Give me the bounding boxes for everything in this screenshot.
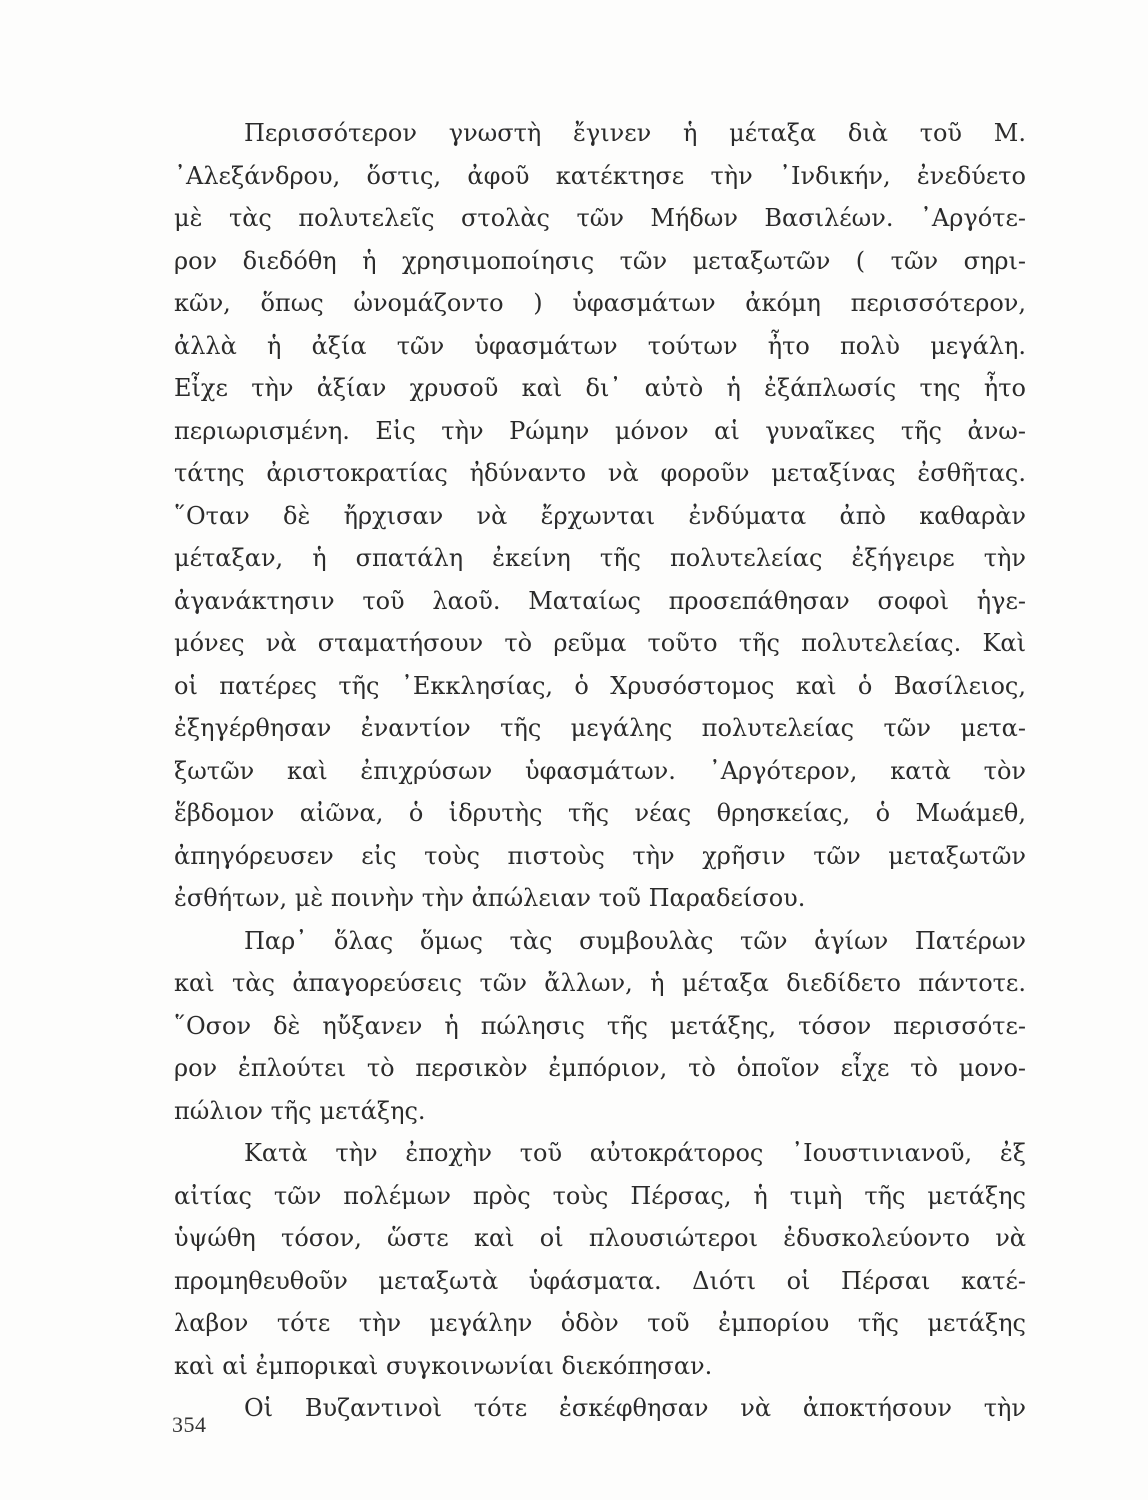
- text-line: ᾿Αλεξάνδρου, ὅστις, ἀφοῦ κατέκτησε τὴν ᾿Ινδικήν, ἐνεδύετο: [174, 161, 1026, 190]
- paragraph-3: [174, 1132, 1026, 1387]
- text-line: Οἱ Βυζαντινοὶ τότε ἐσκέφθησαν νὰ ἀποκτήσουν τὴν: [244, 1394, 1026, 1422]
- text-line: μέταξαν, ἡ σπατάλη ἐκείνη τῆς πολυτελείας ἐξήγειρε τὴν: [174, 544, 1026, 572]
- text-line: ῞Οσον δὲ ηὔξανεν ἡ πώλησις τῆς μετάξης, τόσον περισσότε-: [174, 1011, 1026, 1040]
- text-line: ρον διεδόθη ἡ χρησιμοποίησις τῶν μεταξωτῶν ( τῶν σηρι-: [174, 246, 1026, 275]
- text-line: λαβον τότε τὴν μεγάλην ὁδὸν τοῦ ἐμπορίου τῆς μετάξης: [174, 1309, 1026, 1337]
- text-line: ξωτῶν καὶ ἐπιχρύσων ὑφασμάτων. ᾿Αργότερον, κατὰ τὸν: [174, 756, 1026, 785]
- text-line: προμηθευθοῦν μεταξωτὰ ὑφάσματα. Διότι οἱ Πέρσαι κατέ-: [174, 1266, 1026, 1295]
- body-text: [174, 112, 1026, 1430]
- text-line: καὶ τὰς ἀπαγορεύσεις τῶν ἄλλων, ἡ μέταξα διεδίδετο πάντοτε.: [174, 969, 1026, 997]
- paragraph-4: [174, 1387, 1026, 1430]
- text-line: ἕβδομον αἰῶνα, ὁ ἱδρυτὴς τῆς νέας θρησκείας, ὁ Μωάμεθ,: [174, 799, 1026, 827]
- text-line: περιωρισμένη. Εἰς τὴν Ρώμην μόνον αἱ γυναῖκες τῆς ἀνω-: [174, 416, 1026, 445]
- text-line: ρον ἐπλούτει τὸ περσικὸν ἐμπόριον, τὸ ὁποῖον εἶχε τὸ μονο-: [174, 1054, 1026, 1082]
- text-line: αἰτίας τῶν πολέμων πρὸς τοὺς Πέρσας, ἡ τιμὴ τῆς μετάξης: [174, 1181, 1026, 1210]
- text-line: μὲ τὰς πολυτελεῖς στολὰς τῶν Μήδων Βασιλέων. ᾿Αργότε-: [174, 204, 1026, 232]
- text-line: οἱ πατέρες τῆς ᾿Εκκλησίας, ὁ Χρυσόστομος καὶ ὁ Βασίλειος,: [174, 671, 1026, 700]
- text-line: ὑψώθη τόσον, ὥστε καὶ οἱ πλουσιώτεροι ἐδυσκολεύοντο νὰ: [174, 1224, 1026, 1252]
- text-line: Εἶχε τὴν ἀξίαν χρυσοῦ καὶ δι᾿ αὐτὸ ἡ ἐξάπλωσίς της ἦτο: [174, 374, 1026, 402]
- text-line: πώλιον τῆς μετάξης.: [174, 1096, 426, 1125]
- text-line: ἀλλὰ ἡ ἀξία τῶν ὑφασμάτων τούτων ἦτο πολὺ μεγάλη.: [174, 331, 1026, 360]
- text-line: ἐσθήτων, μὲ ποινὴν τὴν ἀπώλειαν τοῦ Παραδείσου.: [174, 884, 806, 912]
- paragraph-2: [174, 920, 1026, 1133]
- text-line: καὶ αἱ ἐμπορικαὶ συγκοινωνίαι διεκόπησαν.: [174, 1351, 713, 1380]
- text-line: ἀπηγόρευσεν εἰς τοὺς πιστοὺς τὴν χρῆσιν τῶν μεταξωτῶν: [174, 841, 1026, 870]
- text-line: Παρ᾿ ὅλας ὅμως τὰς συμβουλὰς τῶν ἁγίων Πατέρων: [244, 926, 1026, 955]
- text-line: ἐξηγέρθησαν ἐναντίον τῆς μεγάλης πολυτελείας τῶν μετα-: [174, 714, 1026, 742]
- text-line: ἀγανάκτησιν τοῦ λαοῦ. Ματαίως προσεπάθησαν σοφοὶ ἡγε-: [174, 586, 1026, 615]
- text-line: ῞Οταν δὲ ἤρχισαν νὰ ἔρχωνται ἐνδύματα ἀπὸ καθαρὰν: [174, 501, 1026, 530]
- text-line: τάτης ἀριστοκρατίας ἠδύναντο νὰ φοροῦν μεταξίνας ἐσθῆτας.: [174, 459, 1026, 487]
- paragraph-1: [174, 112, 1026, 920]
- text-line: μόνες νὰ σταματήσουν τὸ ρεῦμα τοῦτο τῆς πολυτελείας. Καὶ: [174, 629, 1026, 657]
- page-number: 354: [172, 1412, 207, 1437]
- text-line: Περισσότερον γνωστὴ ἔγινεν ἡ μέταξα διὰ τοῦ Μ.: [244, 119, 1026, 147]
- text-line: κῶν, ὅπως ὠνομάζοντο ) ὑφασμάτων ἀκόμη περισσότερον,: [174, 289, 1026, 317]
- text-line: Κατὰ τὴν ἐποχὴν τοῦ αὐτοκράτορος ᾿Ιουστινιανοῦ, ἐξ: [244, 1139, 1026, 1167]
